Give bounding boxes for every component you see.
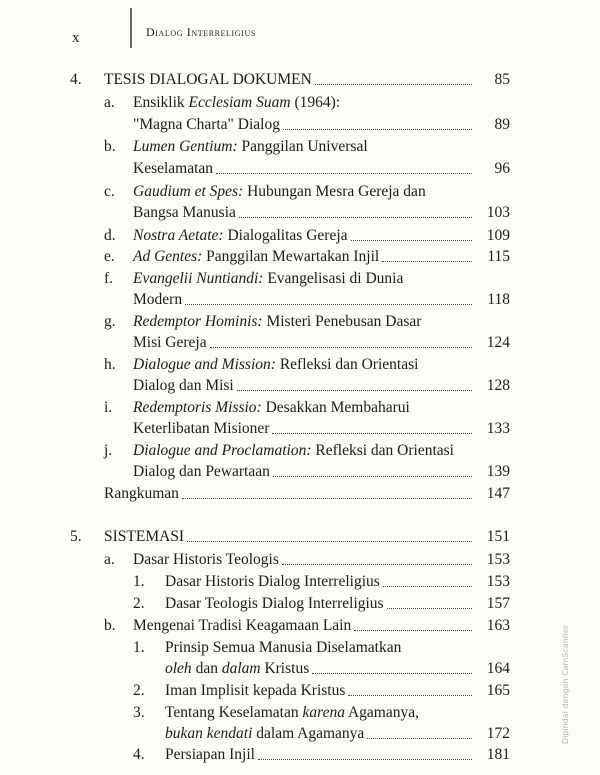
toc-entry-4c <box>0 182 600 202</box>
scanner-watermark <box>561 600 590 770</box>
toc-letter: c. <box>104 183 115 200</box>
toc-page-number: 165 <box>486 682 510 699</box>
title-part: dan <box>191 660 222 677</box>
running-title: Dialog Interreligius <box>146 25 256 39</box>
dot-leader <box>239 207 472 218</box>
toc-entry-title-row <box>165 745 472 765</box>
dot-leader <box>210 337 472 348</box>
toc-entry-5b <box>0 616 600 636</box>
title-italic: Dialogue and Proclamation: <box>133 442 312 459</box>
toc-title-line2: Keterlibatan Misioner <box>133 420 270 437</box>
dot-leader <box>272 423 472 434</box>
toc-entry-title-row <box>133 226 472 246</box>
toc-title-line1 <box>133 269 403 289</box>
title-part: Panggilan Mewartakan Injil <box>202 248 380 265</box>
title-part: Evangelisasi di Dunia <box>263 270 404 287</box>
toc-page-number: 157 <box>486 595 510 612</box>
toc-page-number: 172 <box>486 725 510 742</box>
toc-entry-title-row <box>165 594 472 614</box>
toc-number: 4. <box>133 746 145 763</box>
toc-entry-title-row <box>104 527 472 547</box>
title-italic: karena <box>302 704 345 721</box>
toc-number: 2. <box>133 682 145 699</box>
toc-entry-title-row <box>133 550 472 570</box>
toc-title-line2: "Magna Charta" Dialog <box>133 116 280 133</box>
dot-leader <box>382 251 472 262</box>
toc-entry-title-row <box>133 115 472 135</box>
toc-entry-4f-cont <box>0 290 600 310</box>
toc-page-number: 139 <box>486 463 510 480</box>
toc-title-line2: Dialog dan Misi <box>133 377 234 394</box>
title-italic: Ecclesiam Suam <box>188 94 291 111</box>
toc-letter: h. <box>104 356 116 373</box>
toc-entry-5a1 <box>0 572 600 592</box>
toc-number: 3. <box>133 704 145 721</box>
toc-entry-title-row <box>133 616 472 636</box>
toc-entry-4a-cont <box>0 115 600 135</box>
toc-title-line1: Prinsip Semua Manusia Diselamatkan <box>165 639 402 656</box>
toc-title: SISTEMASI <box>104 528 185 545</box>
toc-entry-4b <box>0 137 600 157</box>
title-italic: bukan kendati <box>165 725 253 742</box>
title-part: Ensiklik <box>133 94 189 111</box>
toc-title-line2 <box>165 659 309 679</box>
toc-entry-4g <box>0 312 600 332</box>
toc-number: 2. <box>133 595 145 612</box>
toc-title: TESIS DIALOGAL DOKUMEN <box>104 71 312 88</box>
toc-page-number: 128 <box>486 377 510 394</box>
toc-entry-5b1 <box>0 638 600 658</box>
toc-entry-title-row <box>133 159 472 179</box>
title-part: Agamanya, <box>344 704 420 721</box>
title-part: Hubungan Mesra Gereja dan <box>243 183 426 200</box>
title-part: Tentang Keselamatan <box>165 704 303 721</box>
title-italic: dalam <box>221 660 261 677</box>
toc-page-number: 89 <box>494 116 510 133</box>
toc-page-number: 103 <box>486 204 510 221</box>
toc-title: Dasar Historis Teologis <box>133 551 279 568</box>
dot-leader <box>185 294 472 305</box>
toc-entry-5b3 <box>0 703 600 723</box>
toc-title-line1 <box>133 93 340 113</box>
toc-title-line1 <box>133 398 410 418</box>
toc-page-number: 85 <box>494 71 510 88</box>
toc-title: Dasar Historis Dialog Interreligius <box>165 573 380 590</box>
title-part: (1964): <box>290 94 341 111</box>
toc-letter: j. <box>104 442 113 459</box>
dot-leader <box>383 576 472 587</box>
toc-title-line1 <box>133 137 368 157</box>
toc-number: 4. <box>70 71 82 88</box>
toc-entry-title-row <box>165 572 472 592</box>
title-italic: Redemptoris Missio: <box>133 399 262 416</box>
toc-title-line1 <box>133 355 418 375</box>
toc-title: Mengenai Tradisi Keagamaan Lain <box>133 617 352 634</box>
dot-leader <box>354 620 472 631</box>
title-part: Refleksi dan Orientasi <box>275 356 419 373</box>
toc-entry-4e <box>0 247 600 267</box>
toc-number: 1. <box>133 639 145 656</box>
toc-title: Dasar Teologis Dialog Interreligius <box>165 595 384 612</box>
toc-number: 1. <box>133 573 145 590</box>
toc-entry-title-row <box>104 70 472 90</box>
toc-title <box>133 226 348 246</box>
toc-title-line1 <box>133 441 454 461</box>
dot-leader <box>315 74 472 85</box>
toc-letter: d. <box>104 227 116 244</box>
toc-title-line1 <box>133 312 421 332</box>
toc-letter: g. <box>104 313 116 330</box>
title-part: Refleksi dan Orientasi <box>311 442 454 459</box>
toc-title <box>133 247 379 267</box>
toc-title-line1 <box>133 182 426 202</box>
title-italic: Evangelii Nuntiandi: <box>133 270 264 287</box>
toc-page-number: 118 <box>487 291 510 308</box>
toc-entry-4i <box>0 398 600 418</box>
toc-entry-title-row <box>104 484 472 504</box>
scanner-watermark-text: Dipindai dengan CamScanner <box>561 624 571 745</box>
toc-entry-4h <box>0 355 600 375</box>
title-italic: Ad Gentes: <box>133 248 203 265</box>
title-italic: Gaudium et Spes: <box>133 183 244 200</box>
dot-leader <box>312 663 472 674</box>
toc-entry-title-row <box>133 203 472 223</box>
toc-entry-4j <box>0 441 600 461</box>
toc-entry-4f <box>0 269 600 289</box>
dot-leader <box>351 230 472 241</box>
toc-entry-4i-cont <box>0 419 600 439</box>
toc-entry-5 <box>0 527 600 547</box>
toc-title: Iman Implisit kepada Kristus <box>165 682 346 699</box>
toc-title-line2: Dialog dan Pewartaan <box>133 463 270 480</box>
toc-entry-title-row <box>165 659 472 679</box>
toc-entry-4d <box>0 226 600 246</box>
toc-page-number: 124 <box>486 334 510 351</box>
toc-letter: f. <box>104 270 114 287</box>
toc-page-number: 96 <box>494 160 510 177</box>
toc-page-number: 153 <box>486 573 510 590</box>
toc-title-line1 <box>165 703 419 723</box>
title-italic: Redemptor Hominis: <box>133 313 263 330</box>
toc-entry-5a2 <box>0 594 600 614</box>
toc-page-number: 147 <box>486 485 510 502</box>
toc-entry-5b4 <box>0 745 600 765</box>
toc-page-number: 181 <box>486 746 510 763</box>
toc-title-line2: Keselamatan <box>133 160 214 177</box>
toc-letter: a. <box>104 551 115 568</box>
toc-entry-title-row <box>133 333 472 353</box>
toc-entry-5b3-cont <box>0 724 600 744</box>
title-part: Desakkan Membaharui <box>261 399 410 416</box>
toc-entry-title-row <box>165 681 472 701</box>
toc-page-number: 133 <box>486 420 510 437</box>
toc-letter: b. <box>104 617 116 634</box>
toc-page-number: 164 <box>486 660 510 677</box>
toc-entry-4g-cont <box>0 333 600 353</box>
title-part: Dialogalitas Gereja <box>223 227 348 244</box>
toc-entry-title-row <box>133 462 472 482</box>
toc-letter: a. <box>104 94 115 111</box>
dot-leader <box>387 598 472 609</box>
toc-page-number: 115 <box>487 248 510 265</box>
toc-entry-4c-cont <box>0 203 600 223</box>
toc-entry-title-row <box>133 290 472 310</box>
toc-title: Rangkuman <box>104 485 179 502</box>
dot-leader <box>216 163 472 174</box>
toc-letter: e. <box>104 248 115 265</box>
dot-leader <box>367 728 472 739</box>
toc-page-number: 109 <box>486 227 510 244</box>
toc-title-line2 <box>165 724 364 744</box>
toc-title-line2: Misi Gereja <box>133 334 207 351</box>
toc-entry-title-row <box>133 419 472 439</box>
toc-letter: i. <box>104 399 113 416</box>
toc-entry-title-row <box>133 376 472 396</box>
toc-title-line2: Bangsa Manusia <box>133 204 236 221</box>
toc-entry-4h-cont <box>0 376 600 396</box>
dot-leader <box>258 749 472 760</box>
dot-leader <box>273 466 472 477</box>
page-folio: x <box>72 30 80 46</box>
title-italic: oleh <box>165 660 192 677</box>
title-italic: Dialogue and Mission: <box>133 356 276 373</box>
toc-letter: b. <box>104 138 116 155</box>
toc-page-number: 163 <box>486 617 510 634</box>
toc-title-line2: Modern <box>133 291 183 308</box>
toc-title: Persiapan Injil <box>165 746 255 763</box>
toc-entry-4 <box>0 70 600 90</box>
toc-page-number: 153 <box>486 551 510 568</box>
toc-entry-5b1-cont <box>0 659 600 679</box>
dot-leader <box>237 380 472 391</box>
toc-entry-4j-cont <box>0 462 600 482</box>
title-part: Panggilan Universal <box>237 138 368 155</box>
title-part: Misteri Penebusan Dasar <box>262 313 422 330</box>
title-part: Kristus <box>260 660 310 677</box>
toc-entry-rangkuman <box>0 484 600 504</box>
toc-number: 5. <box>70 528 82 545</box>
toc-entry-5b2 <box>0 681 600 701</box>
toc-entry-5a <box>0 550 600 570</box>
dot-leader <box>187 531 472 542</box>
dot-leader <box>282 554 472 565</box>
toc-page-number: 151 <box>486 528 510 545</box>
toc-entry-4b-cont <box>0 159 600 179</box>
title-part: dalam Agamanya <box>252 725 365 742</box>
header-divider <box>130 8 132 48</box>
toc-entry-title-row <box>165 724 472 744</box>
dot-leader <box>283 119 472 130</box>
title-italic: Nostra Aetate: <box>133 227 224 244</box>
toc-entry-title-row <box>133 247 472 267</box>
title-italic: Lumen Gentium: <box>133 138 238 155</box>
toc-entry-4a <box>0 93 600 113</box>
page-header <box>0 22 600 62</box>
dot-leader <box>182 488 472 499</box>
dot-leader <box>348 685 472 696</box>
